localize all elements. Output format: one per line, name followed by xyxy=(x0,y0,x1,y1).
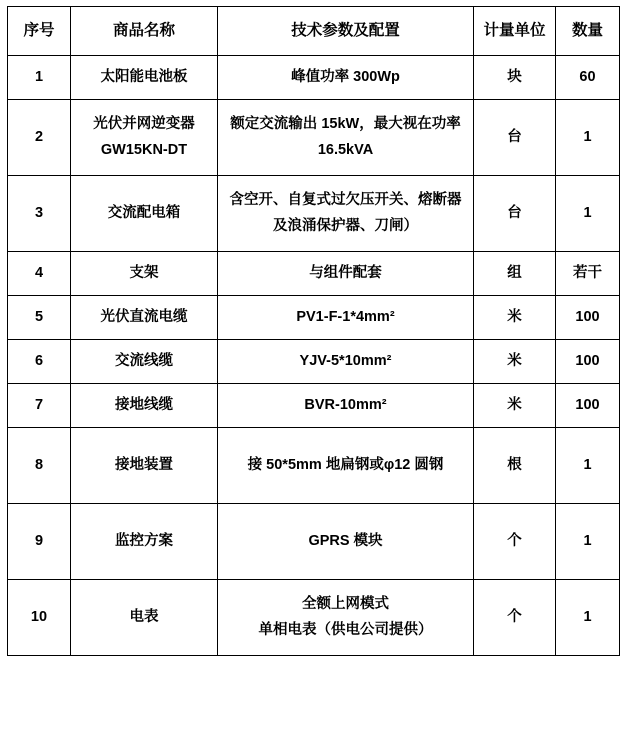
column-header-name: 商品名称 xyxy=(71,7,218,56)
cell-index: 9 xyxy=(8,504,71,580)
cell-unit: 米 xyxy=(474,296,556,340)
cell-spec-line: 单相电表（供电公司提供） xyxy=(258,621,433,638)
cell-unit: 块 xyxy=(474,56,556,100)
cell-unit: 台 xyxy=(474,100,556,176)
cell-spec xyxy=(218,56,474,100)
cell-name xyxy=(71,100,218,176)
cell-spec-line: YJV-5*10mm² xyxy=(299,352,392,369)
cell-unit: 个 xyxy=(474,504,556,580)
cell-spec xyxy=(218,296,474,340)
product-spec-table xyxy=(7,6,620,656)
cell-index: 4 xyxy=(8,252,71,296)
table-row xyxy=(8,504,620,580)
cell-name-line: GW15KN-DT xyxy=(100,141,188,158)
table-row xyxy=(8,252,620,296)
cell-qty: 1 xyxy=(556,580,620,656)
cell-name: 接地线缆 xyxy=(71,384,218,428)
cell-name: 监控方案 xyxy=(71,504,218,580)
cell-unit: 台 xyxy=(474,176,556,252)
cell-name: 接地装置 xyxy=(71,428,218,504)
cell-qty: 100 xyxy=(556,296,620,340)
table-row xyxy=(8,100,620,176)
cell-name: 电表 xyxy=(71,580,218,656)
cell-spec-line: BVR-10mm² xyxy=(304,396,387,413)
cell-qty: 60 xyxy=(556,56,620,100)
cell-index: 10 xyxy=(8,580,71,656)
cell-qty: 100 xyxy=(556,340,620,384)
cell-index: 8 xyxy=(8,428,71,504)
cell-qty: 1 xyxy=(556,100,620,176)
column-header-spec: 技术参数及配置 xyxy=(218,7,474,56)
cell-spec-line: 及浪涌保护器、刀闸） xyxy=(273,217,418,234)
cell-spec xyxy=(218,252,474,296)
cell-spec xyxy=(218,384,474,428)
table-body xyxy=(8,56,620,656)
cell-unit: 组 xyxy=(474,252,556,296)
cell-qty: 1 xyxy=(556,504,620,580)
table-row xyxy=(8,176,620,252)
cell-index: 2 xyxy=(8,100,71,176)
cell-spec-line: PV1-F-1*4mm² xyxy=(296,308,395,325)
cell-spec xyxy=(218,100,474,176)
cell-spec-line: 接 50*5mm 地扁钢或φ12 圆钢 xyxy=(247,456,444,473)
cell-spec-line: GPRS 模块 xyxy=(308,532,383,549)
cell-spec xyxy=(218,428,474,504)
cell-name: 太阳能电池板 xyxy=(71,56,218,100)
cell-index: 1 xyxy=(8,56,71,100)
cell-unit: 个 xyxy=(474,580,556,656)
cell-qty: 1 xyxy=(556,428,620,504)
column-header-qty: 数量 xyxy=(556,7,620,56)
cell-index: 3 xyxy=(8,176,71,252)
cell-name: 交流配电箱 xyxy=(71,176,218,252)
cell-name: 交流线缆 xyxy=(71,340,218,384)
cell-spec-line: 与组件配套 xyxy=(309,264,382,281)
cell-spec xyxy=(218,340,474,384)
table-row xyxy=(8,56,620,100)
column-header-unit: 计量单位 xyxy=(474,7,556,56)
cell-index: 6 xyxy=(8,340,71,384)
column-header-index: 序号 xyxy=(8,7,71,56)
table-row xyxy=(8,580,620,656)
table-row xyxy=(8,296,620,340)
cell-unit: 米 xyxy=(474,384,556,428)
cell-spec-line: 额定交流输出 15kW，最大视在功率 xyxy=(230,116,461,133)
cell-unit: 根 xyxy=(474,428,556,504)
table-header-row xyxy=(8,7,620,56)
cell-spec xyxy=(218,580,474,656)
cell-index: 5 xyxy=(8,296,71,340)
table-row xyxy=(8,384,620,428)
cell-spec-line: 含空开、自复式过欠压开关、熔断器 xyxy=(229,192,462,209)
cell-qty: 若干 xyxy=(556,252,620,296)
cell-qty: 100 xyxy=(556,384,620,428)
cell-unit: 米 xyxy=(474,340,556,384)
cell-name: 光伏直流电缆 xyxy=(71,296,218,340)
cell-name: 支架 xyxy=(71,252,218,296)
cell-spec xyxy=(218,504,474,580)
cell-qty: 1 xyxy=(556,176,620,252)
cell-spec-line: 全额上网模式 xyxy=(302,596,389,613)
cell-name-line: 光伏并网逆变器 xyxy=(93,116,195,133)
cell-spec-line: 16.5kVA xyxy=(317,141,374,158)
cell-spec-line: 峰值功率 300Wp xyxy=(291,68,400,85)
cell-spec xyxy=(218,176,474,252)
cell-index: 7 xyxy=(8,384,71,428)
table-row xyxy=(8,340,620,384)
table-row xyxy=(8,428,620,504)
